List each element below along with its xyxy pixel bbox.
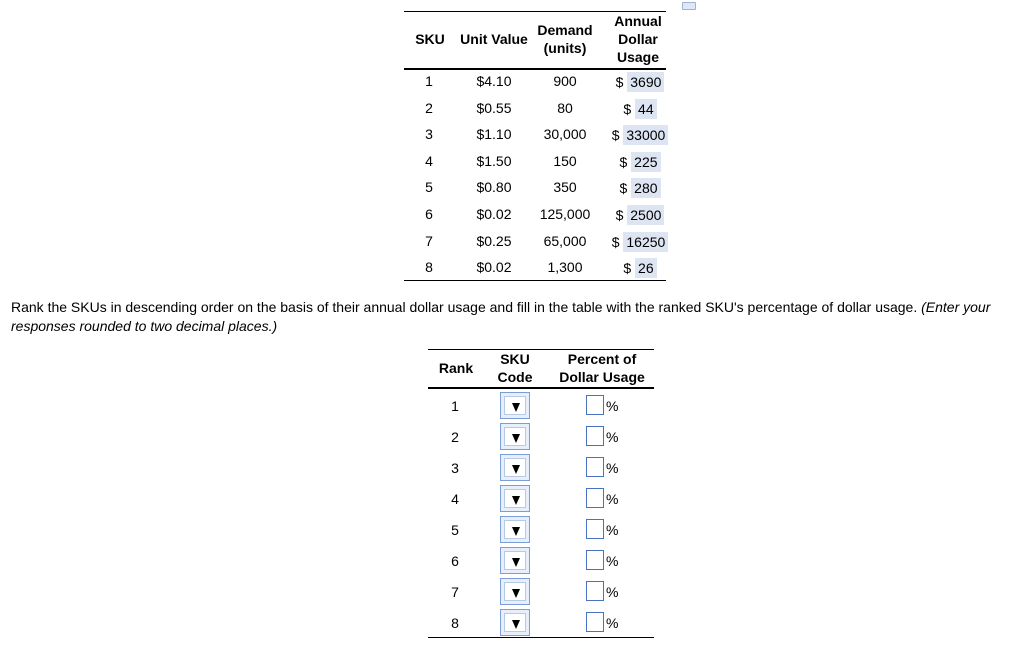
- rank-number: 5: [451, 522, 459, 538]
- cell-annual-usage: [608, 99, 672, 119]
- cell-annual-usage: [608, 232, 672, 252]
- sku-code-dropdown[interactable]: [500, 423, 530, 450]
- table-row: [404, 228, 666, 255]
- answer-row: [428, 608, 654, 639]
- cell-sku: 2: [425, 99, 433, 116]
- cell-unit-value: $0.25: [476, 232, 512, 249]
- percent-input[interactable]: [586, 519, 604, 539]
- percent-input[interactable]: [586, 488, 604, 508]
- percent-sign: %: [606, 522, 619, 538]
- usage-prefix: $: [619, 153, 628, 170]
- usage-value: 3690: [627, 72, 664, 92]
- header-demand-line2: (units): [543, 40, 587, 56]
- header-pct-line1: Percent of: [567, 351, 637, 367]
- usage-value: 44: [635, 99, 657, 119]
- header-unit-value: Unit Value: [460, 31, 528, 47]
- table-row: [404, 68, 666, 95]
- header-sku-line1: SKU: [500, 351, 530, 367]
- dropdown-arrow-icon: [512, 558, 520, 567]
- percent-input[interactable]: [586, 612, 604, 632]
- usage-value: 16250: [623, 232, 668, 252]
- answer-row: [428, 453, 654, 484]
- usage-prefix: $: [615, 207, 624, 223]
- table-bottom-rule: [404, 280, 666, 281]
- answer-row: [428, 422, 654, 453]
- usage-prefix: $: [611, 127, 620, 144]
- usage-value: 2500: [627, 205, 664, 225]
- usage-prefix: $: [619, 180, 628, 197]
- rank-number: 2: [451, 429, 459, 445]
- dropdown-arrow-icon: [512, 465, 520, 474]
- answer-row: [428, 484, 654, 515]
- sku-code-dropdown[interactable]: [500, 392, 530, 419]
- dropdown-arrow-icon: [512, 496, 520, 505]
- header-sku-code: [492, 350, 538, 386]
- cell-sku: 8: [425, 259, 433, 276]
- rank-number: 6: [451, 553, 459, 569]
- table-bottom-rule: [428, 637, 654, 638]
- sku-code-dropdown[interactable]: [500, 454, 530, 481]
- header-annual-line2: Dollar: [618, 31, 658, 47]
- cell-unit-value: $0.02: [476, 206, 512, 222]
- cell-sku: 4: [425, 152, 433, 169]
- cell-demand: 350: [553, 179, 577, 196]
- cell-demand: 150: [553, 152, 577, 169]
- table-header-rule: [428, 387, 654, 389]
- cell-sku: 1: [425, 73, 433, 89]
- cell-unit-value: $0.02: [476, 259, 512, 276]
- cell-unit-value: $4.10: [476, 73, 512, 89]
- cell-annual-usage: [608, 125, 672, 145]
- usage-value: 280: [631, 178, 660, 198]
- cell-unit-value: $1.10: [476, 126, 512, 143]
- sku-code-dropdown[interactable]: [500, 578, 530, 605]
- sku-code-dropdown[interactable]: [500, 609, 530, 636]
- cell-demand: 30,000: [543, 126, 587, 143]
- cell-annual-usage: [608, 72, 672, 92]
- cell-unit-value: $0.55: [476, 99, 512, 116]
- header-sku: SKU: [415, 31, 445, 47]
- instruction-note: (Enter your responses rounded to two decimal places.): [11, 299, 991, 334]
- table-row: [404, 121, 666, 148]
- usage-value: 33000: [623, 125, 668, 145]
- table-row: [404, 95, 666, 122]
- usage-prefix: $: [623, 100, 632, 117]
- cell-demand: 1,300: [547, 259, 583, 276]
- dropdown-arrow-icon: [512, 527, 520, 536]
- answer-row: [428, 577, 654, 608]
- percent-input[interactable]: [586, 457, 604, 477]
- usage-prefix: $: [611, 233, 620, 250]
- header-annual-line3: Usage: [616, 49, 660, 65]
- percent-sign: %: [606, 398, 619, 414]
- cell-sku: 3: [425, 126, 433, 143]
- header-annual-dollar-usage: [606, 12, 670, 66]
- percent-sign: %: [606, 584, 619, 600]
- header-rank: Rank: [438, 360, 474, 376]
- table-row: [404, 254, 666, 281]
- header-pct-line2: Dollar Usage: [559, 369, 645, 385]
- rank-number: 8: [451, 615, 459, 631]
- table-row: [404, 174, 666, 201]
- percent-input[interactable]: [586, 426, 604, 446]
- dropdown-arrow-icon: [512, 589, 520, 598]
- rank-number: 1: [451, 398, 459, 414]
- cell-annual-usage: [608, 205, 672, 225]
- cell-annual-usage: [608, 178, 672, 198]
- cell-sku: 7: [425, 232, 433, 249]
- cell-sku: 6: [425, 206, 433, 222]
- usage-prefix: $: [623, 260, 632, 277]
- usage-value: 26: [635, 258, 657, 278]
- cell-annual-usage: [608, 152, 672, 172]
- sku-code-dropdown[interactable]: [500, 547, 530, 574]
- table-row: [404, 148, 666, 175]
- table-row: [404, 201, 666, 228]
- cell-demand: 125,000: [539, 206, 591, 222]
- percent-sign: %: [606, 460, 619, 476]
- rank-number: 7: [451, 584, 459, 600]
- cell-demand: 65,000: [543, 232, 587, 249]
- cell-unit-value: $0.80: [476, 179, 512, 196]
- cell-sku: 5: [425, 179, 433, 196]
- percent-sign: %: [606, 553, 619, 569]
- header-sku-line2: Code: [497, 369, 533, 385]
- header-demand: [532, 21, 598, 57]
- cell-demand: 80: [557, 99, 573, 116]
- dropdown-arrow-icon: [512, 434, 520, 443]
- rank-number: 3: [451, 460, 459, 476]
- header-annual-line1: Annual: [614, 13, 662, 29]
- percent-sign: %: [606, 615, 619, 631]
- usage-value: 225: [631, 152, 660, 172]
- rank-number: 4: [451, 491, 459, 507]
- answer-row: [428, 515, 654, 546]
- percent-sign: %: [606, 429, 619, 445]
- percent-input[interactable]: [586, 550, 604, 570]
- sku-code-dropdown[interactable]: [500, 485, 530, 512]
- usage-prefix: $: [615, 74, 624, 90]
- answer-row: [428, 546, 654, 577]
- sku-code-dropdown[interactable]: [500, 516, 530, 543]
- instruction-text: [11, 298, 1016, 336]
- percent-sign: %: [606, 491, 619, 507]
- percent-input[interactable]: [586, 581, 604, 601]
- instruction-main: Rank the SKUs in descending order on the basis of their annual dollar usage and fill in the table with the ranked SKU's percentage of dollar usage.: [11, 299, 922, 315]
- dropdown-arrow-icon: [512, 403, 520, 412]
- percent-input[interactable]: [586, 395, 604, 415]
- cell-demand: 900: [553, 73, 577, 89]
- header-percent-dollar-usage: [552, 350, 652, 386]
- dropdown-arrow-icon: [512, 620, 520, 629]
- help-widget-icon[interactable]: [682, 2, 696, 10]
- cell-annual-usage: [608, 258, 672, 278]
- cell-unit-value: $1.50: [476, 152, 512, 169]
- header-demand-line1: Demand: [537, 22, 593, 38]
- answer-row: [428, 391, 654, 422]
